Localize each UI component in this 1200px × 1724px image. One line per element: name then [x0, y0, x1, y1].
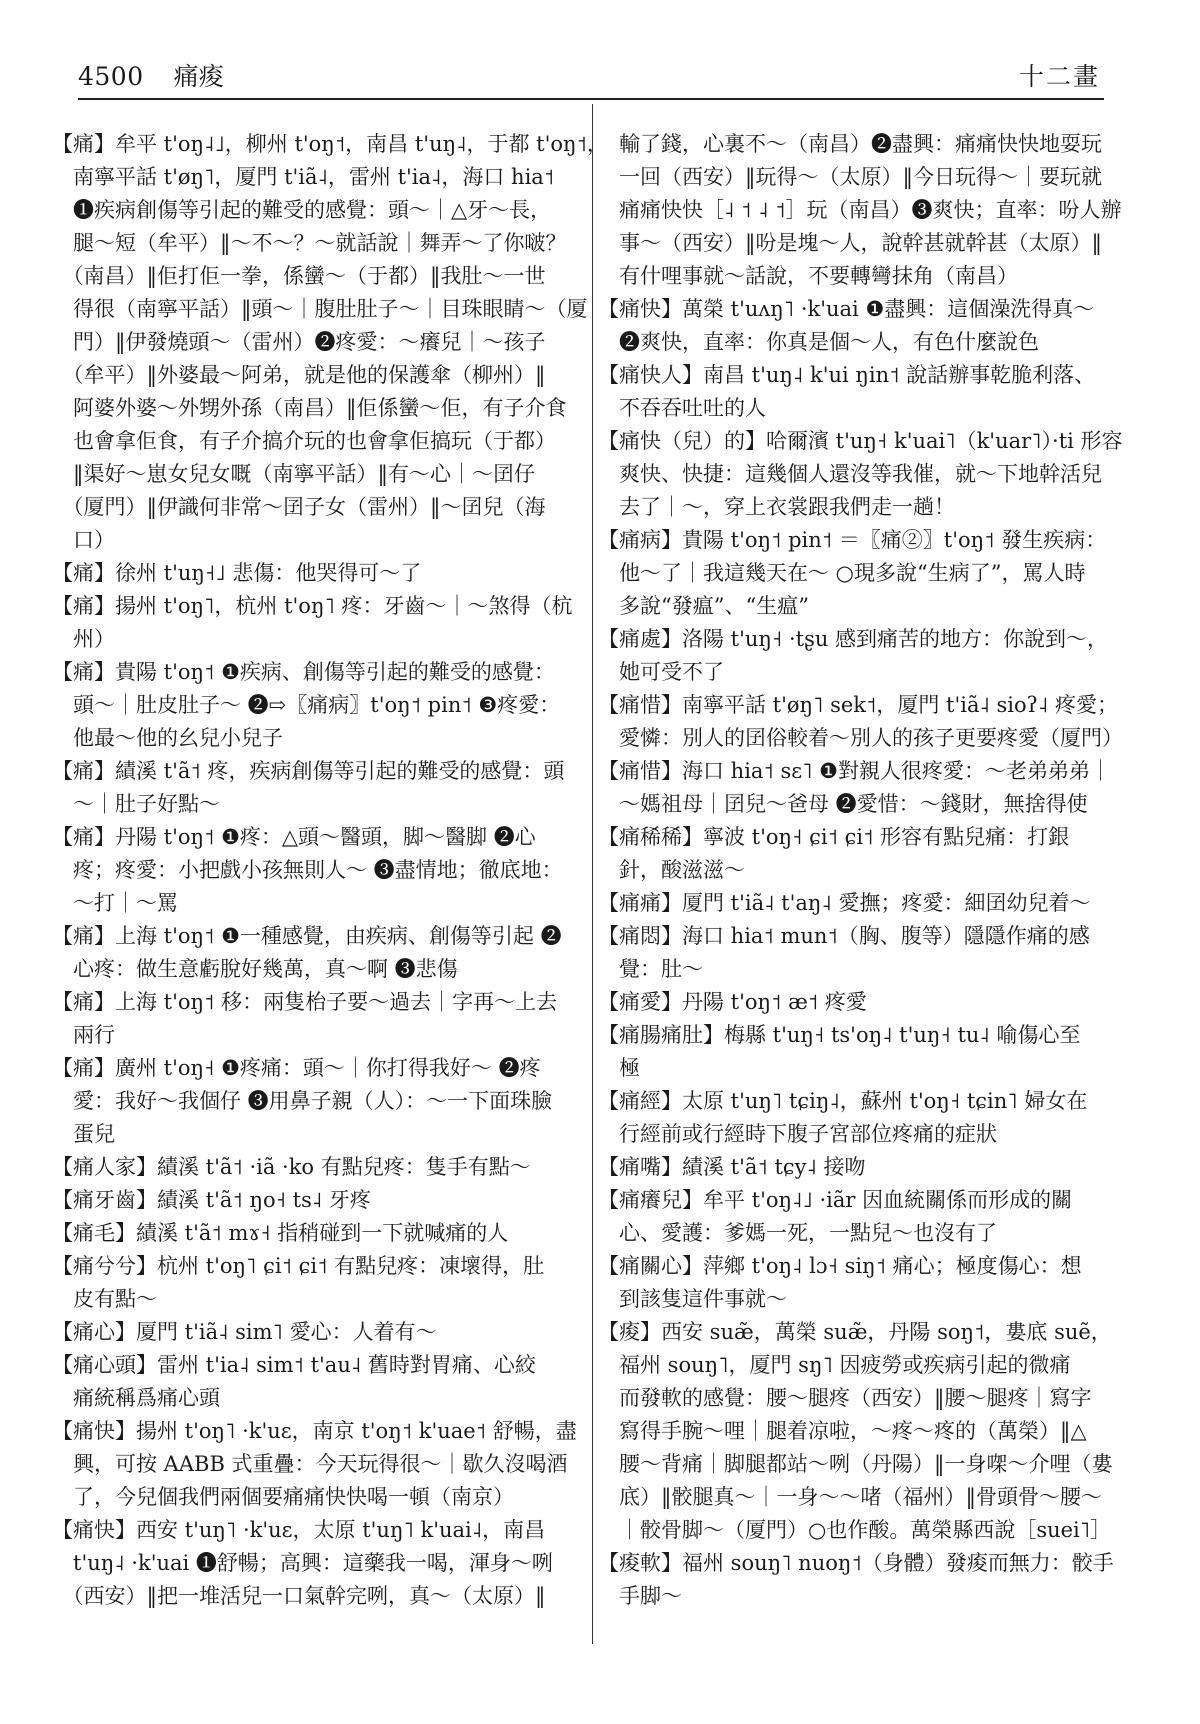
entry-line: 針，酸滋滋～ — [598, 858, 745, 882]
right-column — [598, 128, 1123, 1613]
entry-line: 寫得手腕～哩｜腿着凉啦，～疼～疼的（萬榮）‖△ — [598, 1419, 1087, 1443]
page-number: 4500 — [78, 62, 144, 91]
entry-line: 心疼：做生意虧脫好幾萬，真～啊 ❸悲傷 — [52, 957, 458, 981]
entry-line: 她可受不了 — [598, 660, 724, 684]
entry-line: 【痛關心】萍鄉 t'oŋ˨ lɔ˧ siŋ˦ 痛心；極度傷心：想 — [598, 1254, 1082, 1278]
entry-line: ❷爽快，直率：你真是個～人，有色什麼說色 — [598, 330, 1039, 354]
left-column — [52, 128, 608, 1613]
entry-line: 頭～｜肚皮肚子～ ❷⇨〖痛病〗t'oŋ˦ pin˦ ❸疼愛： — [52, 693, 561, 717]
entry-line: 【痛癢兒】牟平 t'oŋ˨˩ ·iãr 因血統關係而形成的關 — [598, 1188, 1073, 1212]
entry-line: 多說“發瘟”、“生瘟” — [598, 594, 809, 618]
entry-line: 興，可按 AABB 式重疊：今天玩得很～｜歇久沒喝酒 — [52, 1452, 568, 1476]
entry-line: 【痛惜】海口 hia˦ sɛ˥ ❶對親人很疼愛：～老弟弟弟｜ — [598, 759, 1111, 783]
entry-line: 痛統稱爲痛心頭 — [52, 1386, 220, 1410]
entry-line: 事～（西安）‖吩是塊～人，說幹甚就幹甚（太原）‖ — [598, 231, 1102, 255]
entry-line: 底）‖骹腿真～｜一身～～啫（福州）‖骨頭骨～腰～ — [598, 1485, 1102, 1509]
entry-line: 【痛】丹陽 t'oŋ˦ ❶疼：△頭～醫頭，脚～醫脚 ❷心 — [52, 825, 536, 849]
entry-line: 【痠】西安 suæ̃，萬榮 suæ̃，丹陽 soŋ˦，婁底 suẽ， — [598, 1320, 1112, 1344]
entry-line: 【痛】上海 t'oŋ˦ ❶一種感覺，由疾病、創傷等引起 ❷ — [52, 924, 562, 948]
entry-line: 阿婆外婆～外甥外孫（南昌）‖佢係蠻～佢，有子介食 — [52, 396, 567, 420]
entry-line: （厦門）‖伊識何非常～囝子女（雷州）‖～囝兒（海 — [52, 495, 546, 519]
entry-line: 【痛】揚州 t'oŋ˥，杭州 t'oŋ˥ 疼：牙齒～｜～煞得（杭 — [52, 594, 573, 618]
entry-line: 覺：肚～ — [598, 957, 703, 981]
entry-line: （西安）‖把一堆活兒一口氣幹完咧，真～（太原）‖ — [52, 1584, 546, 1608]
entry-line: 而發軟的感覺：腰～腿疼（西安）‖腰～腿疼｜寫字 — [598, 1386, 1092, 1410]
entry-line: 心、愛護：爹媽一死，一點兒～也沒有了 — [598, 1221, 997, 1245]
entry-range: 痛痠 — [173, 62, 224, 91]
section-title: 十二畫 — [1018, 62, 1100, 91]
entry-line: 腿～短（牟平）‖～不～？～就話說｜舞弄～了你啵？ — [52, 231, 567, 255]
entry-line: 【痛惜】南寧平話 t'øŋ˥ sek˦，厦門 t'iã˨ sioʔ˨ 疼愛； — [598, 693, 1118, 717]
entry-line: 一回（西安）‖玩得～（太原）‖今日玩得～｜要玩就 — [598, 165, 1102, 189]
entry-line: 【痛快人】南昌 t'uŋ˨ k'ui ŋin˦ 說話辦事乾脆利落、 — [598, 363, 1096, 387]
entry-line: 州） — [52, 627, 115, 651]
entry-line: 不吞吞吐吐的人 — [598, 396, 766, 420]
entry-line: 【痛快】萬榮 t'uʌŋ˥ ·k'uai ❶盡興：這個澡洗得真～ — [598, 297, 1095, 321]
entry-line: 【痛快】揚州 t'oŋ˥ ·k'uɛ，南京 t'oŋ˦ k'uae˦ 舒暢，盡 — [52, 1419, 577, 1443]
entry-line: 他～了｜我這幾天在～ ○現多說“生病了”，罵人時 — [598, 561, 1086, 585]
entry-line: 【痛經】太原 t'uŋ˥ tɕiŋ˨，蘇州 t'oŋ˧ tɕin˥ 婦女在 — [598, 1089, 1088, 1113]
entry-line: 行經前或行經時下腹子宮部位疼痛的症狀 — [598, 1122, 997, 1146]
header-rule — [78, 98, 1104, 100]
entry-line: 【痛】上海 t'oŋ˦ 移：兩隻枱子要～過去｜字再～上去 — [52, 990, 558, 1014]
entry-line: 了，今兒個我們兩個要痛痛快快喝一頓（南京） — [52, 1485, 514, 1509]
entry-line: （牟平）‖外婆最～阿弟，就是他的保護傘（柳州）‖ — [52, 363, 546, 387]
entry-line: 痛痛快快［˨ ˦ ˨ ˦］玩（南昌）❸爽快；直率：吩人辦 — [598, 198, 1122, 222]
entry-line: 【痛悶】海口 hia˦ mun˦（胸、腹等）隱隱作痛的感 — [598, 924, 1090, 948]
entry-line: 輸了錢，心裏不～（南昌）❷盡興：痛痛快快地耍玩 — [598, 132, 1102, 156]
entry-line: 【痛牙齒】績溪 t'ã˦ ŋo˧ ts˨ 牙疼 — [52, 1188, 371, 1212]
entry-line: ～｜肚子好點～ — [52, 792, 220, 816]
entry-line: 【痛快】西安 t'uŋ˥ ·k'uɛ，太原 t'uŋ˥ k'uai˨，南昌 — [52, 1518, 546, 1542]
entry-line: 【痛】徐州 t'uŋ˧˩ 悲傷：他哭得可～了 — [52, 561, 422, 585]
entry-line: 【痛快（兒）的】哈爾濱 t'uŋ˧ k'uai˥（k'uar˥）·ti 形容 — [598, 429, 1123, 453]
entry-line: 愛憐：別人的囝俗較着～別人的孩子更要疼愛（厦門） — [598, 726, 1123, 750]
entry-line: 【痛心頭】雷州 t'ia˨ sim˦ t'au˨ 舊時對胃痛、心絞 — [52, 1353, 536, 1377]
entry-line: ～媽祖母｜囝兒～爸母 ❷愛惜：～錢財，無捨得使 — [598, 792, 1088, 816]
entry-line: 得很（南寧平話）‖頭～｜腹肚肚子～｜目珠眼睛～（厦 — [52, 297, 588, 321]
entry-line: 【痛】貴陽 t'oŋ˦ ❶疾病、創傷等引起的難受的感覺： — [52, 660, 555, 684]
entry-line: 腰～背痛｜脚腿都站～咧（丹陽）‖一身㗎～介哩（婁 — [598, 1452, 1113, 1476]
entry-line: 也會拿佢食，有子介搞介玩的也會拿佢搞玩（于都） — [52, 429, 556, 453]
entry-line: 去了｜～，穿上衣裳跟我們走一趟！ — [598, 495, 955, 519]
entry-line: 愛：我好～我個仔 ❸用鼻子親（人）：～一下面珠臉 — [52, 1089, 553, 1113]
entry-line: ｜骹骨脚～（厦門）○也作酸。萬榮縣西說［suei˥］ — [598, 1518, 1112, 1542]
entry-line: 皮有點～ — [52, 1287, 157, 1311]
entry-line: 福州 souŋ˥，厦門 sŋ˥ 因疲勞或疾病引起的微痛 — [598, 1353, 1071, 1377]
entry-line: 極 — [598, 1056, 640, 1080]
entry-line: 兩行 — [52, 1023, 115, 1047]
entry-line: 【痛愛】丹陽 t'oŋ˦ æ˦ 疼愛 — [598, 990, 867, 1014]
entry-line: 【痛人家】績溪 t'ã˦ ·iã ·ko 有點兒疼：隻手有點～ — [52, 1155, 531, 1179]
entry-line: 【痠軟】福州 souŋ˥ nuoŋ˦（身體）發痠而無力：骹手 — [598, 1551, 1114, 1575]
entry-line: 到該隻這件事就～ — [598, 1287, 787, 1311]
entry-line: 口） — [52, 528, 115, 552]
entry-line: 【痛】廣州 t'oŋ˧ ❶疼痛：頭～｜你打得我好～ ❷疼 — [52, 1056, 541, 1080]
entry-line: 【痛嘴】績溪 t'ã˦ tɕy˨ 接吻 — [598, 1155, 866, 1179]
entry-line: 他最～他的幺兒小兒子 — [52, 726, 283, 750]
entry-line: 【痛腸痛肚】梅縣 t'uŋ˧ ts'oŋ˨ t'uŋ˧ tu˨ 喻傷心至 — [598, 1023, 1081, 1047]
entry-line: ❶疾病創傷等引起的難受的感覺：頭～｜△牙～長， — [52, 198, 552, 222]
entry-line: ～打｜～罵 — [52, 891, 178, 915]
entry-line: ‖渠好～崽女兒女嘅（南寧平話）‖有～心｜～囝仔 — [52, 462, 535, 486]
entry-line: 手脚～ — [598, 1584, 682, 1608]
entry-line: 疼；疼愛：小把戲小孩無則人～ ❸盡情地；徹底地： — [52, 858, 563, 882]
entry-line: 【痛】牟平 t'oŋ˨˩，柳州 t'oŋ˦，南昌 t'uŋ˨，于都 t'oŋ˦， — [52, 132, 608, 156]
entry-line: 【痛稀稀】寧波 t'oŋ˧ ɕi˦ ɕi˦ 形容有點兒痛：打銀 — [598, 825, 1070, 849]
entry-line: 【痛處】洛陽 t'uŋ˧ ·tʂu 感到痛苦的地方：你說到～， — [598, 627, 1109, 651]
entry-line: （南昌）‖佢打佢一拳，係蠻～（于都）‖我肚～一世 — [52, 264, 546, 288]
entry-line: 南寧平話 t'øŋ˥，厦門 t'iã˨，雷州 t'ia˨，海口 hia˦ — [52, 165, 555, 189]
entry-line: 【痛心】厦門 t'iã˨ sim˥ 愛心：人着有～ — [52, 1320, 437, 1344]
entry-line: 【痛兮兮】杭州 t'oŋ˥ ɕi˦ ɕi˦ 有點兒疼：凍壞得，肚 — [52, 1254, 545, 1278]
entry-line: 【痛】績溪 t'ã˦ 疼，疾病創傷等引起的難受的感覺：頭 — [52, 759, 565, 783]
entry-line: 蛋兒 — [52, 1122, 115, 1146]
running-header-left — [78, 62, 224, 92]
entry-line: t'uŋ˨ ·k'uai ❶舒暢；高興：這藥我一喝，渾身～咧 — [52, 1551, 553, 1575]
entry-line: 【痛痛】厦門 t'iã˨ t'aŋ˨ 愛撫；疼愛：細囝幼兒着～ — [598, 891, 1091, 915]
entry-line: 門）‖伊發燒頭～（雷州）❷疼愛：～癢兒｜～孩子 — [52, 330, 546, 354]
entry-line: 【痛毛】績溪 t'ã˦ mɤ˧ 指稍碰到一下就喊痛的人 — [52, 1221, 509, 1245]
entry-line: 有什哩事就～話說，不要轉彎抹角（南昌） — [598, 264, 1018, 288]
entry-line: 【痛病】貴陽 t'oŋ˦ pin˦ ＝〖痛②〗t'oŋ˦ 發生疾病： — [598, 528, 1107, 552]
entry-line: 爽快、快捷：這幾個人還沒等我催，就～下地幹活兒 — [598, 462, 1102, 486]
